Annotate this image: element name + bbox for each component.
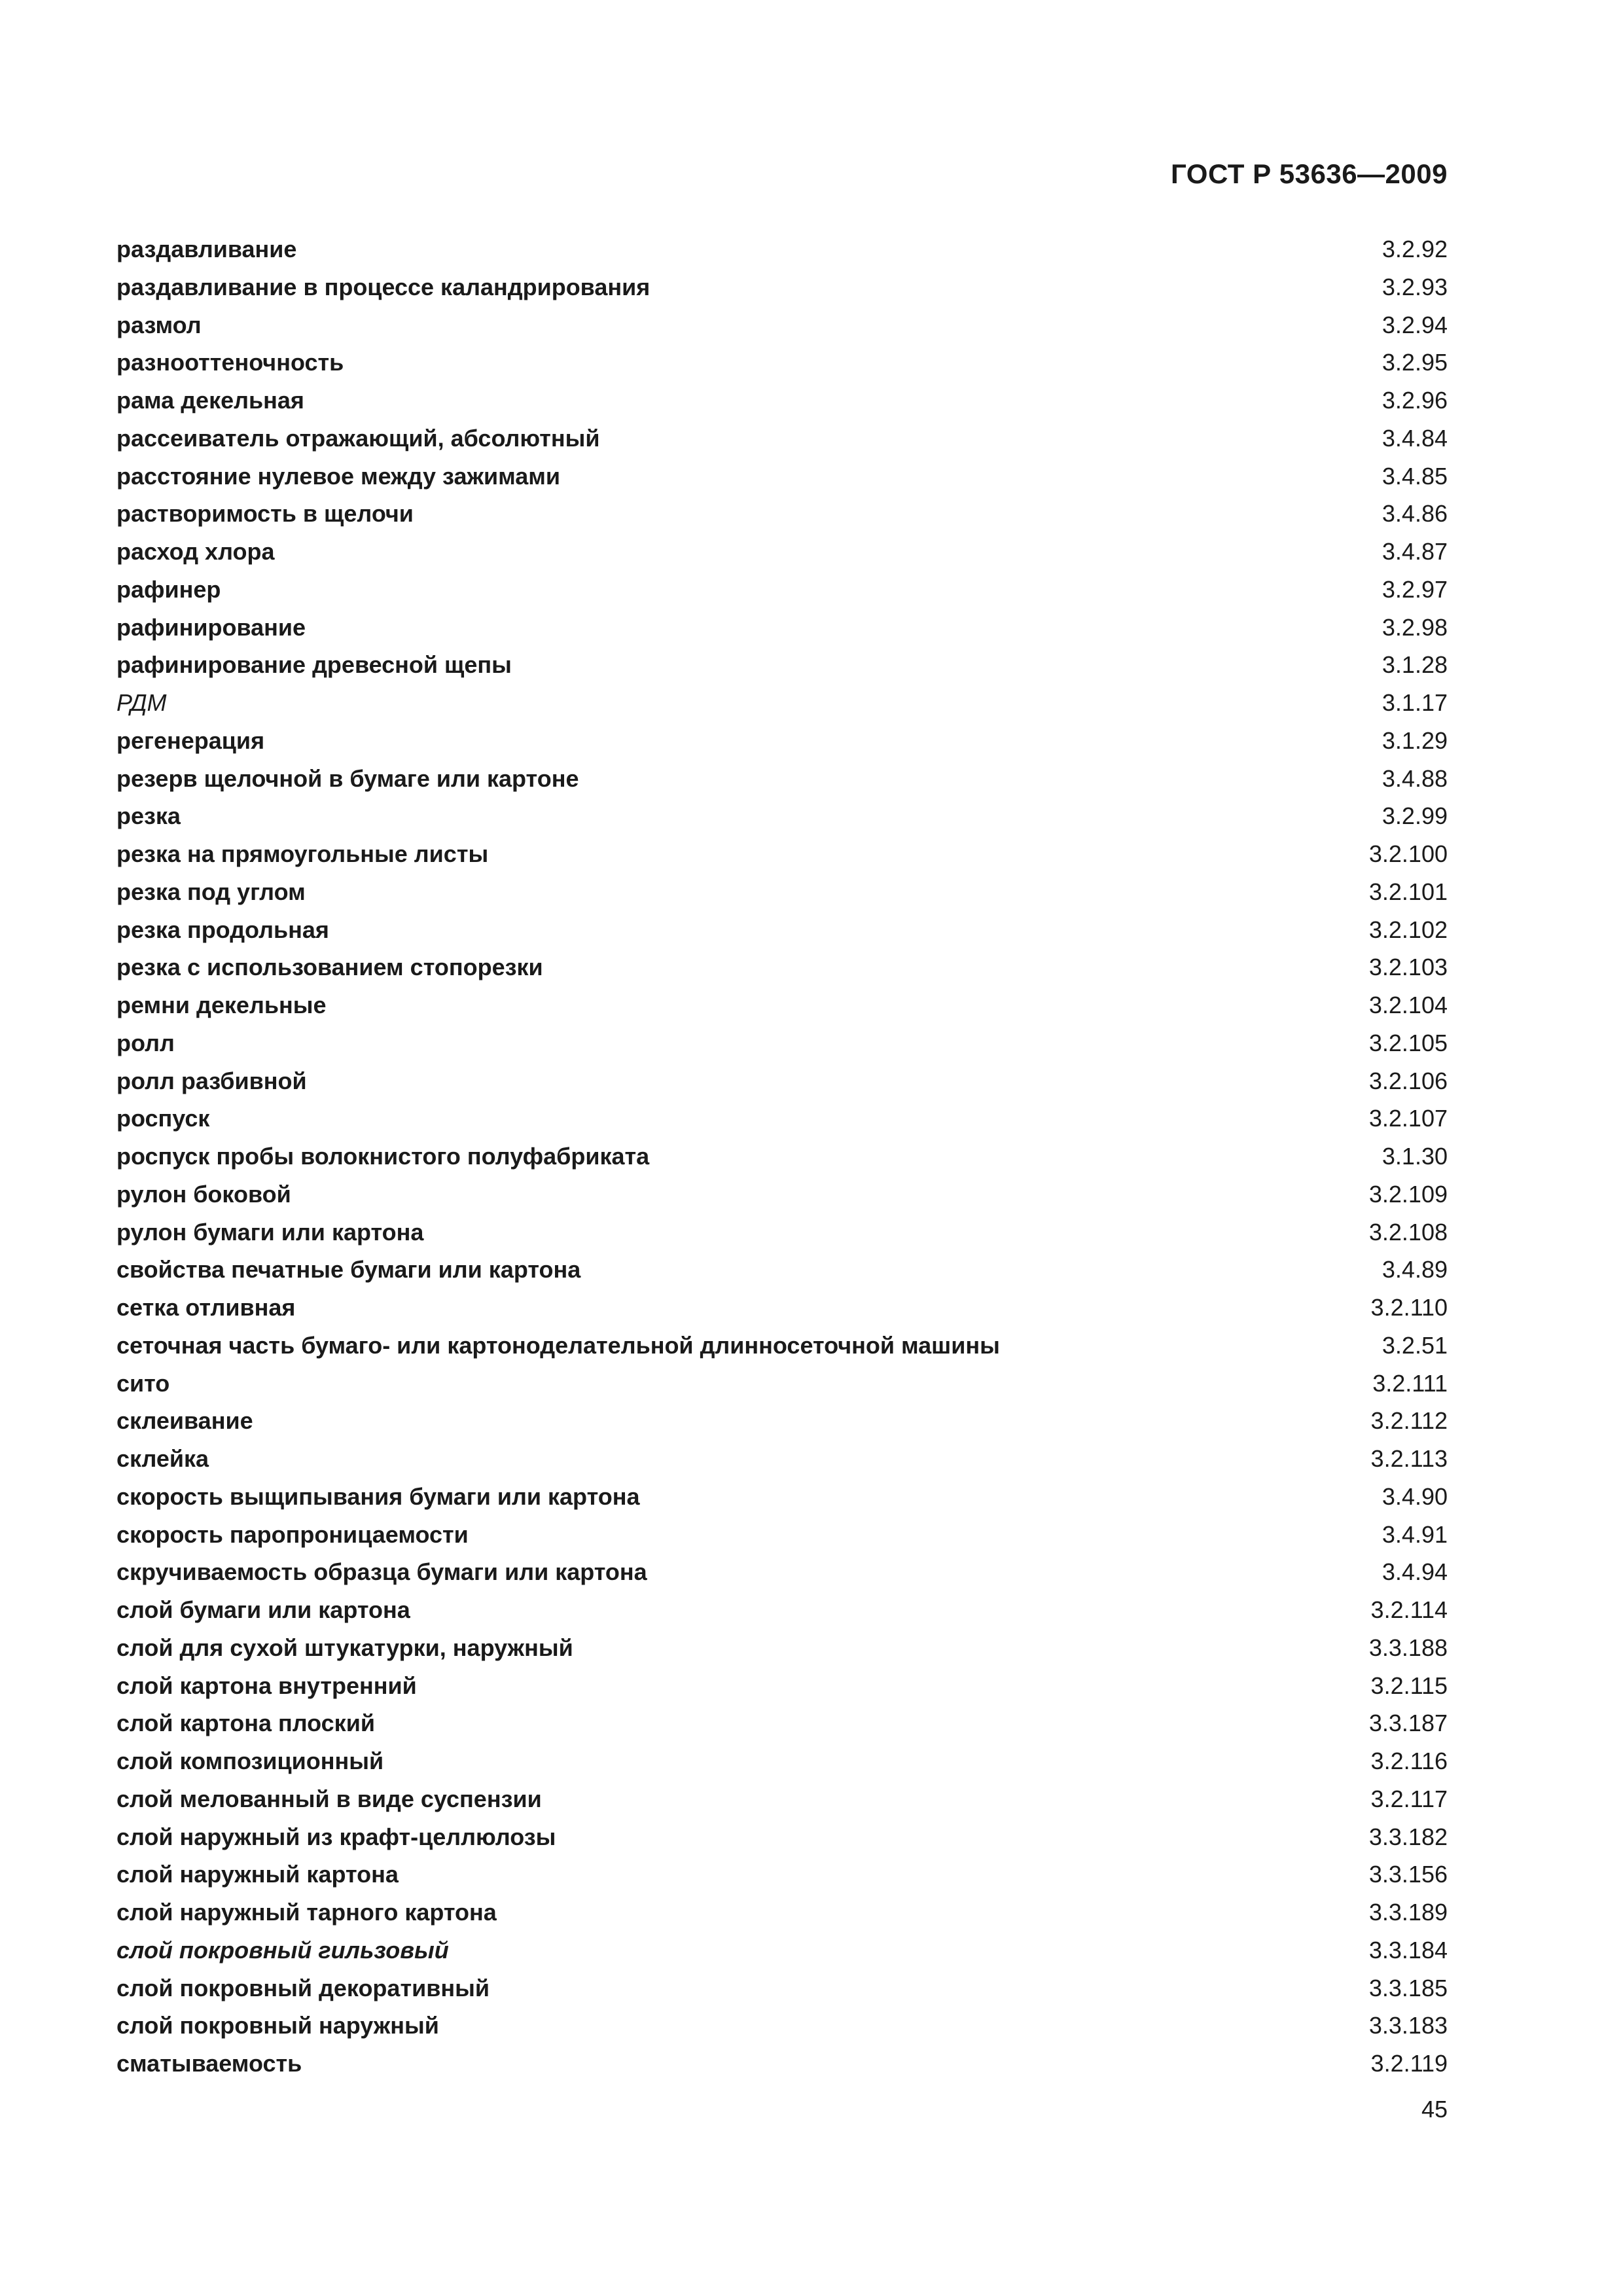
index-entry xyxy=(116,1062,1448,1100)
index-entry xyxy=(116,911,1448,949)
index-reference: 3.2.105 xyxy=(1368,1029,1448,1056)
index-reference: 3.3.187 xyxy=(1368,1710,1448,1737)
index-entry xyxy=(116,1742,1448,1780)
index-reference: 3.2.97 xyxy=(1382,575,1448,603)
index-reference: 3.2.116 xyxy=(1370,1748,1448,1774)
index-reference: 3.2.94 xyxy=(1382,311,1448,338)
index-term: растворимость в щелочи xyxy=(116,500,414,528)
index-entry xyxy=(116,948,1448,986)
index-reference: 3.2.109 xyxy=(1368,1180,1448,1208)
index-reference: 3.4.85 xyxy=(1382,462,1448,490)
index-reference: 3.2.110 xyxy=(1370,1294,1448,1321)
index-reference: 3.2.103 xyxy=(1368,954,1448,981)
page-number: 45 xyxy=(1421,2096,1448,2123)
index-reference: 3.3.184 xyxy=(1368,1936,1448,1964)
index-term: рафинер xyxy=(116,575,221,603)
index-entry xyxy=(116,1893,1448,1931)
index-reference: 3.2.113 xyxy=(1370,1445,1448,1472)
index-term: ролл разбивной xyxy=(116,1067,307,1094)
index-reference: 3.4.94 xyxy=(1382,1558,1448,1586)
index-term: резка продольная xyxy=(116,916,329,943)
index-term: разнооттеночность xyxy=(116,349,344,376)
index-entry xyxy=(116,1478,1448,1516)
index-term: слой покровный декоративный xyxy=(116,1974,490,2001)
index-term: рафинирование xyxy=(116,613,306,641)
index-reference: 3.2.100 xyxy=(1368,840,1448,867)
index-entry xyxy=(116,1856,1448,1893)
index-term: слой для сухой штукатурки, наружный xyxy=(116,1634,573,1661)
index-reference: 3.4.91 xyxy=(1382,1520,1448,1548)
index-entry xyxy=(116,1024,1448,1062)
index-entry xyxy=(116,1591,1448,1629)
index-reference: 3.4.88 xyxy=(1382,764,1448,792)
index-entry xyxy=(116,420,1448,457)
index-entry xyxy=(116,1667,1448,1705)
index-term: резка под углом xyxy=(116,878,306,905)
index-term: слой картона внутренний xyxy=(116,1672,417,1699)
document-header: ГОСТ Р 53636—2009 xyxy=(1171,158,1448,189)
index-reference: 3.2.95 xyxy=(1382,349,1448,376)
index-reference: 3.2.99 xyxy=(1382,802,1448,830)
index-term: слой бумаги или картона xyxy=(116,1596,410,1623)
index-reference: 3.2.93 xyxy=(1382,273,1448,300)
index-entry xyxy=(116,986,1448,1024)
index-term: роспуск xyxy=(116,1105,210,1132)
index-entry xyxy=(116,382,1448,420)
index-reference: 3.1.29 xyxy=(1382,726,1448,754)
index-reference: 3.2.92 xyxy=(1382,236,1448,262)
index-reference: 3.3.189 xyxy=(1368,1899,1448,1926)
index-reference: 3.2.51 xyxy=(1382,1331,1448,1359)
index-term: РДМ xyxy=(116,689,167,716)
index-reference: 3.2.102 xyxy=(1368,916,1448,943)
index-reference: 3.4.86 xyxy=(1382,500,1448,528)
index-term: сматываемость xyxy=(116,2050,302,2077)
index-term: рулон бумаги или картона xyxy=(116,1218,424,1246)
index-entry xyxy=(116,1365,1448,1403)
index-reference: 3.2.117 xyxy=(1370,1785,1448,1812)
index-entry xyxy=(116,1440,1448,1478)
index-reference: 3.2.112 xyxy=(1370,1407,1448,1435)
index-term: рассеиватель отражающий, абсолютный xyxy=(116,424,600,452)
index-term: слой наружный картона xyxy=(116,1861,399,1888)
index-entry xyxy=(116,1289,1448,1327)
index-entry xyxy=(116,609,1448,647)
index-entry xyxy=(116,1327,1448,1365)
index-reference: 3.2.114 xyxy=(1370,1596,1448,1623)
index-reference: 3.2.119 xyxy=(1370,2050,1448,2077)
index-term: резка с использованием стопорезки xyxy=(116,954,543,981)
index-term: расстояние нулевое между зажимами xyxy=(116,462,561,490)
index-term: свойства печатные бумаги или картона xyxy=(116,1256,581,1283)
index-entry xyxy=(116,1818,1448,1856)
index-entry xyxy=(116,1704,1448,1742)
index-entry xyxy=(116,797,1448,835)
index-entry xyxy=(116,1100,1448,1138)
index-entry xyxy=(116,1516,1448,1554)
index-term: слой покровный наружный xyxy=(116,2012,439,2039)
index-term: резка xyxy=(116,802,181,830)
index-reference: 3.1.17 xyxy=(1382,689,1448,716)
index-term: сеточная часть бумаго- или картоноделательной длинносеточной машины xyxy=(116,1331,1000,1359)
index-entry xyxy=(116,646,1448,684)
index-entry xyxy=(116,1138,1448,1175)
term-index-list xyxy=(116,230,1448,2083)
index-term: слой покровный гильзовый xyxy=(116,1936,449,1964)
index-reference: 3.2.101 xyxy=(1368,878,1448,905)
index-term: ремни декельные xyxy=(116,992,327,1018)
index-term: рама декельная xyxy=(116,387,304,414)
index-reference: 3.4.89 xyxy=(1382,1256,1448,1283)
index-term: скорость паропроницаемости xyxy=(116,1520,469,1548)
index-entry xyxy=(116,760,1448,798)
index-entry xyxy=(116,1969,1448,2007)
index-term: слой мелованный в виде суспензии xyxy=(116,1785,542,1812)
index-entry xyxy=(116,2045,1448,2083)
index-reference: 3.2.107 xyxy=(1368,1105,1448,1132)
index-term: регенерация xyxy=(116,726,265,754)
index-reference: 3.3.182 xyxy=(1368,1823,1448,1850)
index-term: скручиваемость образца бумаги или картона xyxy=(116,1558,647,1586)
index-reference: 3.2.111 xyxy=(1372,1369,1448,1397)
index-entry xyxy=(116,2007,1448,2045)
index-term: слой наружный из крафт-целлюлозы xyxy=(116,1823,556,1850)
index-reference: 3.2.106 xyxy=(1368,1067,1448,1094)
index-reference: 3.3.183 xyxy=(1368,2012,1448,2039)
index-term: раздавливание в процессе каландрирования xyxy=(116,273,651,300)
index-reference: 3.2.108 xyxy=(1368,1218,1448,1246)
index-term: слой картона плоский xyxy=(116,1710,375,1737)
index-reference: 3.2.115 xyxy=(1370,1672,1448,1699)
index-entry xyxy=(116,268,1448,306)
index-entry xyxy=(116,1251,1448,1289)
index-reference: 3.3.156 xyxy=(1368,1861,1448,1888)
index-entry xyxy=(116,1553,1448,1591)
index-entry xyxy=(116,495,1448,533)
index-term: рафинирование древесной щепы xyxy=(116,651,512,679)
index-term: размол xyxy=(116,311,202,338)
index-reference: 3.4.90 xyxy=(1382,1482,1448,1510)
index-term: склейка xyxy=(116,1445,209,1472)
index-reference: 3.4.84 xyxy=(1382,424,1448,452)
index-term: скорость выщипывания бумаги или картона xyxy=(116,1482,640,1510)
index-reference: 3.3.185 xyxy=(1368,1974,1448,2001)
index-term: ролл xyxy=(116,1029,175,1056)
index-reference: 3.1.30 xyxy=(1382,1143,1448,1170)
index-entry xyxy=(116,1213,1448,1251)
index-term: слой композиционный xyxy=(116,1748,384,1774)
index-term: сетка отливная xyxy=(116,1294,296,1321)
index-entry xyxy=(116,684,1448,722)
index-term: рулон боковой xyxy=(116,1180,291,1208)
index-entry xyxy=(116,457,1448,495)
index-entry xyxy=(116,1780,1448,1818)
index-reference: 3.4.87 xyxy=(1382,538,1448,565)
index-term: роспуск пробы волокнистого полуфабриката xyxy=(116,1143,650,1170)
index-entry xyxy=(116,835,1448,873)
index-entry xyxy=(116,1931,1448,1969)
index-term: слой наружный тарного картона xyxy=(116,1899,497,1926)
index-reference: 3.3.188 xyxy=(1368,1634,1448,1661)
index-reference: 3.2.104 xyxy=(1368,992,1448,1018)
index-entry xyxy=(116,1175,1448,1213)
index-reference: 3.2.96 xyxy=(1382,387,1448,414)
index-reference: 3.2.98 xyxy=(1382,613,1448,641)
index-term: резерв щелочной в бумаге или картоне xyxy=(116,764,579,792)
index-entry xyxy=(116,344,1448,382)
index-term: расход хлора xyxy=(116,538,275,565)
index-entry xyxy=(116,230,1448,268)
index-entry xyxy=(116,873,1448,911)
index-entry xyxy=(116,1629,1448,1667)
index-entry xyxy=(116,571,1448,609)
index-term: раздавливание xyxy=(116,236,297,262)
index-entry xyxy=(116,722,1448,760)
index-reference: 3.1.28 xyxy=(1382,651,1448,679)
index-entry xyxy=(116,1402,1448,1440)
index-entry xyxy=(116,306,1448,344)
index-entry xyxy=(116,533,1448,571)
index-term: склеивание xyxy=(116,1407,253,1435)
index-term: сито xyxy=(116,1369,170,1397)
index-term: резка на прямоугольные листы xyxy=(116,840,489,867)
